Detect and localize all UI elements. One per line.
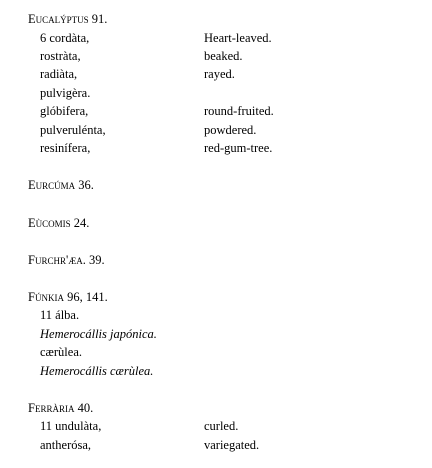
species-latin: radiàta, [40,67,78,81]
genus-heading-ferraria [28,401,93,416]
genus-ref: 36. [78,178,94,192]
species-english: beaked. [204,49,243,63]
genus-heading-eurcuma [28,178,94,193]
genus-heading-funkia [28,290,108,305]
genus-name: Eùcomis [28,216,71,230]
species-latin: glóbifera, [40,104,89,118]
species-latin: antherósa, [40,438,92,452]
species-latin: 11 álba. [40,308,80,322]
species-latin: rostràta, [40,49,81,63]
synonym-latin: Hemerocállis cærùlea. [40,364,154,378]
genus-heading-furchraea [28,253,105,268]
genus-ref: 96, 141. [67,290,108,304]
species-english: curled. [204,419,239,433]
genus-name: Furchr'æa. [28,253,86,267]
species-english: rayed. [204,67,235,81]
species-latin: cærùlea. [40,345,82,359]
species-latin: pulvigèra. [40,86,91,100]
genus-name: Eurcúma [28,178,76,192]
species-english: red-gum-tree. [204,141,273,155]
genus-heading-eucomis [28,216,89,231]
genus-ref: 91. [91,12,108,26]
species-latin: 11 undulàta, [40,419,102,433]
genus-name: Fúnkia [28,290,64,304]
species-english: Heart-leaved. [204,31,272,45]
genus-name: Eucalýptus [28,12,89,26]
species-english: powdered. [204,123,257,137]
synonym-latin: Hemerocállis japónica. [40,327,157,341]
species-english: variegated. [204,438,260,452]
genus-ref: 24. [73,216,90,230]
species-latin: resinífera, [40,141,91,155]
genus-heading-eucalyptus [28,12,107,27]
species-english: round-fruited. [204,104,274,118]
genus-name: Ferrària [28,401,75,415]
genus-ref: 40. [77,401,94,415]
species-latin: 6 cordàta, [40,31,90,45]
genus-ref: 39. [88,253,105,267]
species-latin: pulverulénta, [40,123,106,137]
